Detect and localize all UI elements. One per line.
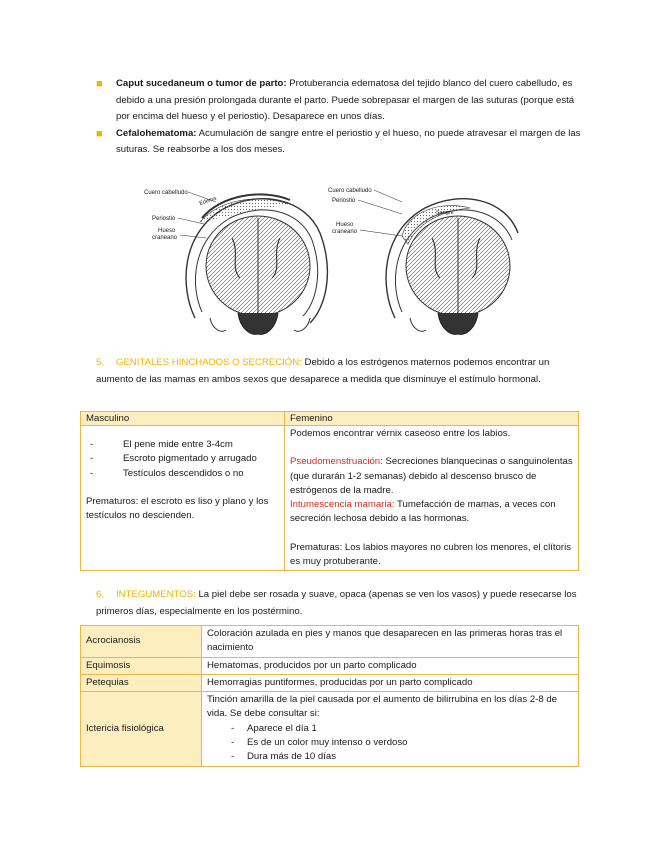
bullet-caput bbox=[96, 76, 586, 126]
figure-label: Cuero cabelludo bbox=[328, 188, 372, 194]
bullet-dot-icon: ■ bbox=[96, 78, 103, 90]
skin-term: Equimosis bbox=[81, 657, 202, 674]
caput-head-drawing bbox=[144, 190, 327, 334]
figure-label: craneano bbox=[152, 235, 178, 241]
bullet-text: Acumulación de sangre entre el periostio y el hueso, no puede atravesar el margen de las suturas. Se reabsorbe a los dos meses. bbox=[116, 127, 581, 155]
skin-term: Ictericia fisiológica bbox=[81, 692, 202, 766]
pseudomenstruacion bbox=[290, 455, 573, 498]
section-number: 6. bbox=[96, 589, 105, 600]
genitals-table bbox=[80, 411, 579, 571]
table-header-masculino: Masculino bbox=[81, 412, 285, 426]
bullet-text: Protuberancia edematosa del tejido blanco del cuero cabelludo, es debido a una presión prolongada durante el parto. Puede sobrepasar el margen de las suturas (porque está por encima del hueso y el periostio). Desaparece en unos días. bbox=[116, 78, 575, 122]
skin-desc: Hemorragias puntiformes, producidas por un parto complicado bbox=[202, 674, 579, 691]
figure-label: Sangre bbox=[436, 210, 454, 216]
male-cell bbox=[81, 426, 285, 571]
figure-label: craneano bbox=[332, 229, 358, 235]
icterus-list bbox=[207, 722, 573, 765]
skin-term: Acrocianosis bbox=[81, 626, 202, 658]
section-number: 5. bbox=[96, 357, 105, 368]
female-cell bbox=[285, 426, 579, 571]
icterus-desc: Tinción amarilla de la piel causada por el aumento de bilirrubina en los días 2-8 de vida. Se debe consultar si: bbox=[207, 694, 558, 720]
intum-text: Tumefacción de mamas, a veces con secreción lechosa debido a las hormonas. bbox=[290, 499, 556, 525]
male-list bbox=[86, 438, 279, 481]
table-header-femenino: Femenino bbox=[285, 412, 579, 426]
intum-title: Intumescencia mamaria: bbox=[290, 499, 395, 511]
section-title: INTEGUMENTOS: bbox=[116, 589, 196, 600]
list-item: - Es de un color muy intenso o verdoso bbox=[227, 736, 573, 750]
intumescencia bbox=[290, 498, 573, 527]
list-item: - Testículos descendidos o no bbox=[86, 467, 279, 481]
skin-table bbox=[80, 625, 579, 767]
female-premature: Prematuras: Los labios mayores no cubren los menores, el clítoris es muy protuberante. bbox=[290, 541, 572, 568]
skin-desc: Hematomas, producidos por un parto complicado bbox=[202, 657, 579, 674]
bullet-dot-icon: ■ bbox=[96, 127, 103, 140]
figure-label: Periostio bbox=[152, 216, 176, 222]
section-integumentos bbox=[96, 587, 586, 620]
section-title: GENITALES HINCHADOS O SECRECIÓN: bbox=[116, 357, 302, 368]
skin-term: Petequias bbox=[81, 674, 202, 691]
icterus-desc-cell bbox=[202, 692, 579, 766]
pseudo-title: Pseudomenstruación: bbox=[290, 456, 383, 468]
cefalohematoma-head-drawing bbox=[328, 188, 518, 334]
skin-desc: Coloración azulada en pies y manos que desaparecen en las primeras horas tras el nacimiento bbox=[202, 626, 579, 658]
figure-label: Hueso bbox=[336, 222, 354, 228]
figure-label: Hueso bbox=[158, 228, 176, 234]
list-item: - Escroto pigmentado y arrugado bbox=[86, 452, 279, 466]
list-item: - Aparece el día 1 bbox=[227, 722, 573, 736]
section-genitales bbox=[96, 355, 586, 388]
section-text: La piel debe ser rosada y suave, opaca (apenas se ven los vasos) y puede resecarse los primeros días, especialmente en los postérmino. bbox=[96, 589, 577, 617]
list-item: - El pene mide entre 3-4cm bbox=[86, 438, 279, 452]
figure-label: Cuero cabelludo bbox=[144, 190, 188, 196]
pseudo-text: Secreciones blanquecinas o sanguinolentas (que durarán 1-2 semanas) debido al descenso brusco de estrógenos de la madre. bbox=[290, 456, 573, 496]
figure-label: Periostio bbox=[332, 198, 356, 204]
female-intro: Podemos encontrar vérnix caseoso entre los labios. bbox=[290, 428, 511, 439]
section-text: Debido a los estrógenos maternos podemos encontrar un aumento de las mamas en ambos sexos que desaparece a medida que disminuye el estímulo hormonal. bbox=[96, 357, 550, 385]
bullet-title: Cefalohematoma: bbox=[116, 127, 197, 139]
bullet-list bbox=[96, 76, 586, 159]
list-item: - Dura más de 10 días bbox=[227, 750, 573, 764]
bullet-title: Caput sucedaneum o tumor de parto: bbox=[116, 78, 287, 89]
figure-label: Edema bbox=[198, 195, 218, 207]
skull-illustration bbox=[140, 178, 520, 338]
male-premature: Prematuros: el escroto es liso y plano y los testículos no descienden. bbox=[86, 495, 269, 522]
bullet-cefalohematoma bbox=[96, 126, 586, 159]
